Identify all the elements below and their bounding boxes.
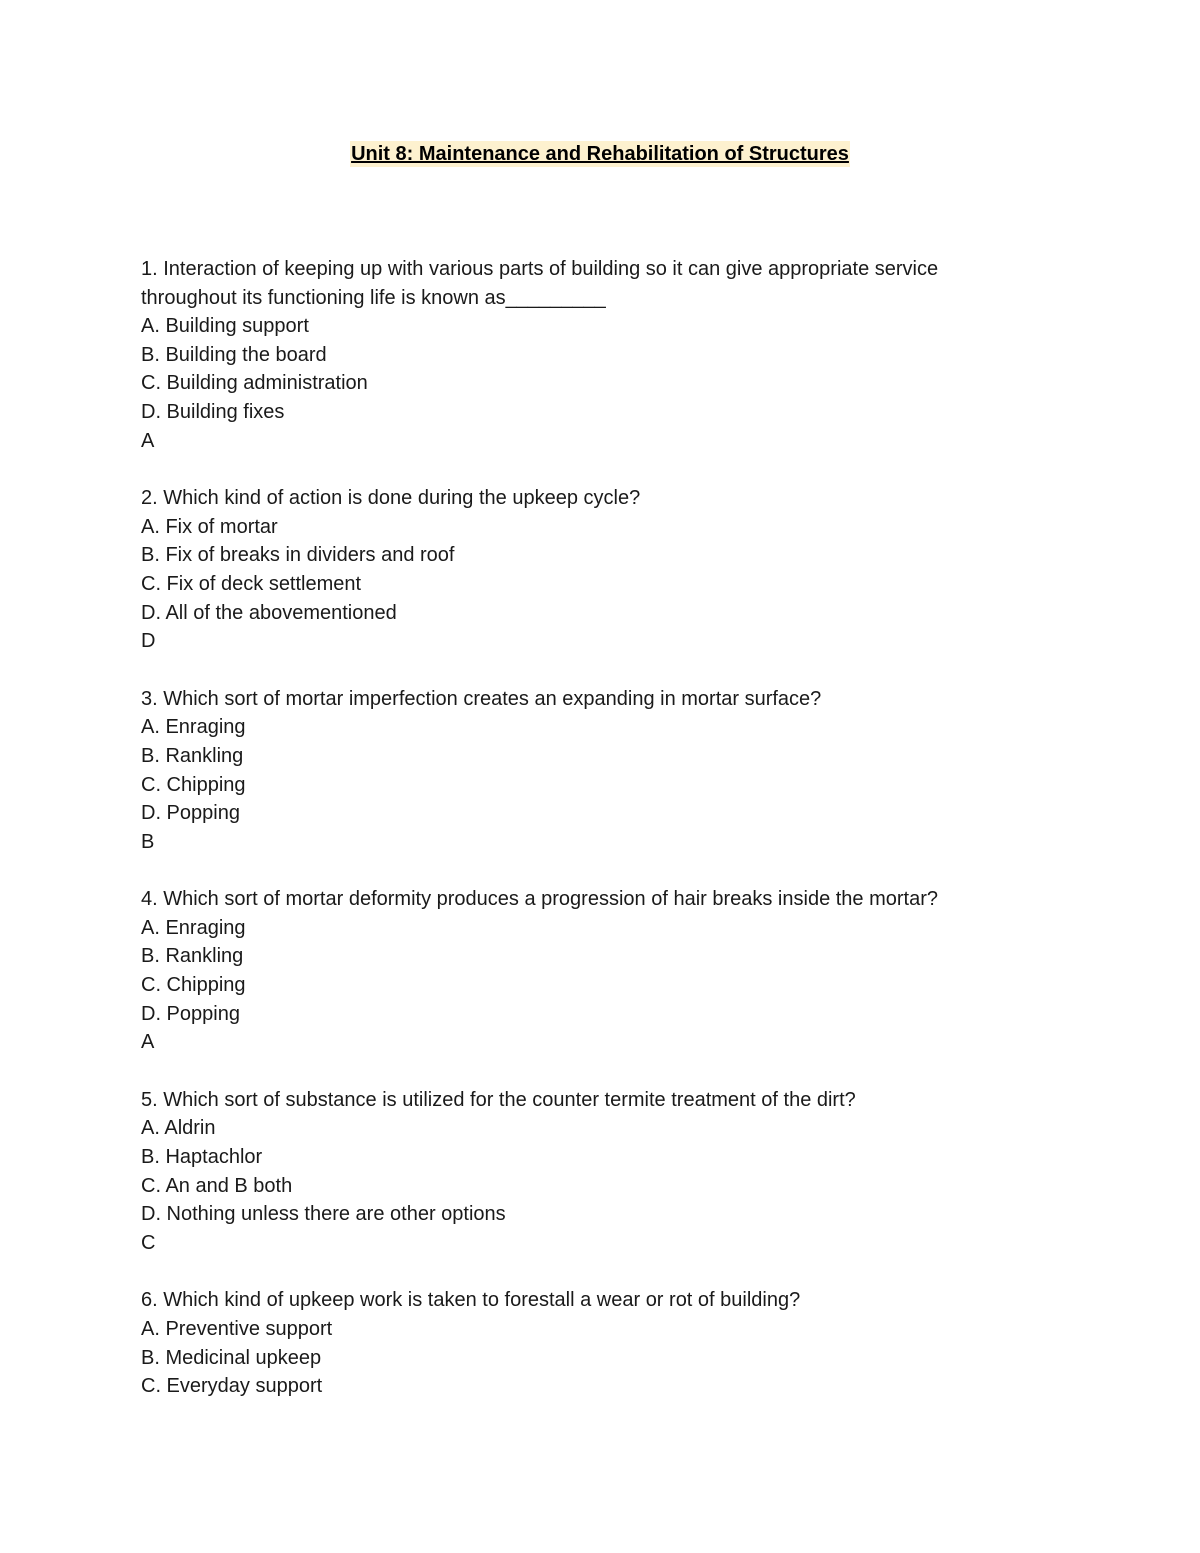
question-list: [141, 255, 1041, 1430]
question-6: [141, 1286, 1041, 1400]
option-a: A. Enraging: [141, 716, 246, 739]
option-b: B. Haptachlor: [141, 1146, 263, 1169]
option-a: A. Preventive support: [141, 1318, 333, 1340]
answer: A: [141, 1031, 155, 1054]
question-text: 4. Which sort of mortar deformity produces a progression of hair breaks inside the mortar?: [141, 888, 939, 911]
answer: A: [141, 429, 155, 452]
document-title: Unit 8: Maintenance and Rehabilitation of Structures: [351, 143, 849, 165]
option-b: B. Rankling: [141, 744, 244, 767]
option-b: B. Rankling: [141, 945, 244, 968]
question-text: 1. Interaction of keeping up with various parts of building so it can give appropriate service throughout its functioning life is known as_________: [141, 258, 939, 309]
option-a: A. Fix of mortar: [141, 515, 278, 538]
option-d: D. Popping: [141, 802, 240, 825]
option-c: C. Everyday support: [141, 1375, 323, 1398]
option-d: D. Building fixes: [141, 400, 285, 423]
option-d: D. All of the abovementioned: [141, 601, 397, 624]
answer: D: [141, 630, 156, 653]
question-text: 6. Which kind of upkeep work is taken to forestall a wear or rot of building?: [141, 1289, 801, 1312]
option-d: D. Nothing unless there are other options: [141, 1203, 506, 1226]
title-container: [0, 141, 1200, 167]
question-text: 2. Which kind of action is done during the upkeep cycle?: [141, 487, 641, 510]
option-a: A. Enraging: [141, 916, 246, 939]
option-b: B. Fix of breaks in dividers and roof: [141, 544, 455, 567]
question-5: [141, 1086, 1041, 1258]
option-b: B. Medicinal upkeep: [141, 1346, 322, 1369]
answer: B: [141, 830, 155, 853]
option-c: C. Chipping: [141, 974, 246, 997]
option-d: D. Popping: [141, 1002, 240, 1025]
question-text: 5. Which sort of substance is utilized for the counter termite treatment of the dirt?: [141, 1088, 856, 1111]
option-c: C. An and B both: [141, 1174, 293, 1197]
question-4: [141, 885, 1041, 1057]
question-3: [141, 685, 1041, 857]
option-c: C. Fix of deck settlement: [141, 572, 362, 595]
option-a: A. Building support: [141, 315, 309, 338]
option-c: C. Chipping: [141, 773, 246, 796]
question-1: [141, 255, 1041, 455]
question-text: 3. Which sort of mortar imperfection creates an expanding in mortar surface?: [141, 687, 822, 710]
question-2: [141, 484, 1041, 656]
answer: C: [141, 1231, 156, 1254]
option-a: A. Aldrin: [141, 1117, 216, 1140]
option-c: C. Building administration: [141, 372, 368, 395]
option-b: B. Building the board: [141, 343, 327, 366]
